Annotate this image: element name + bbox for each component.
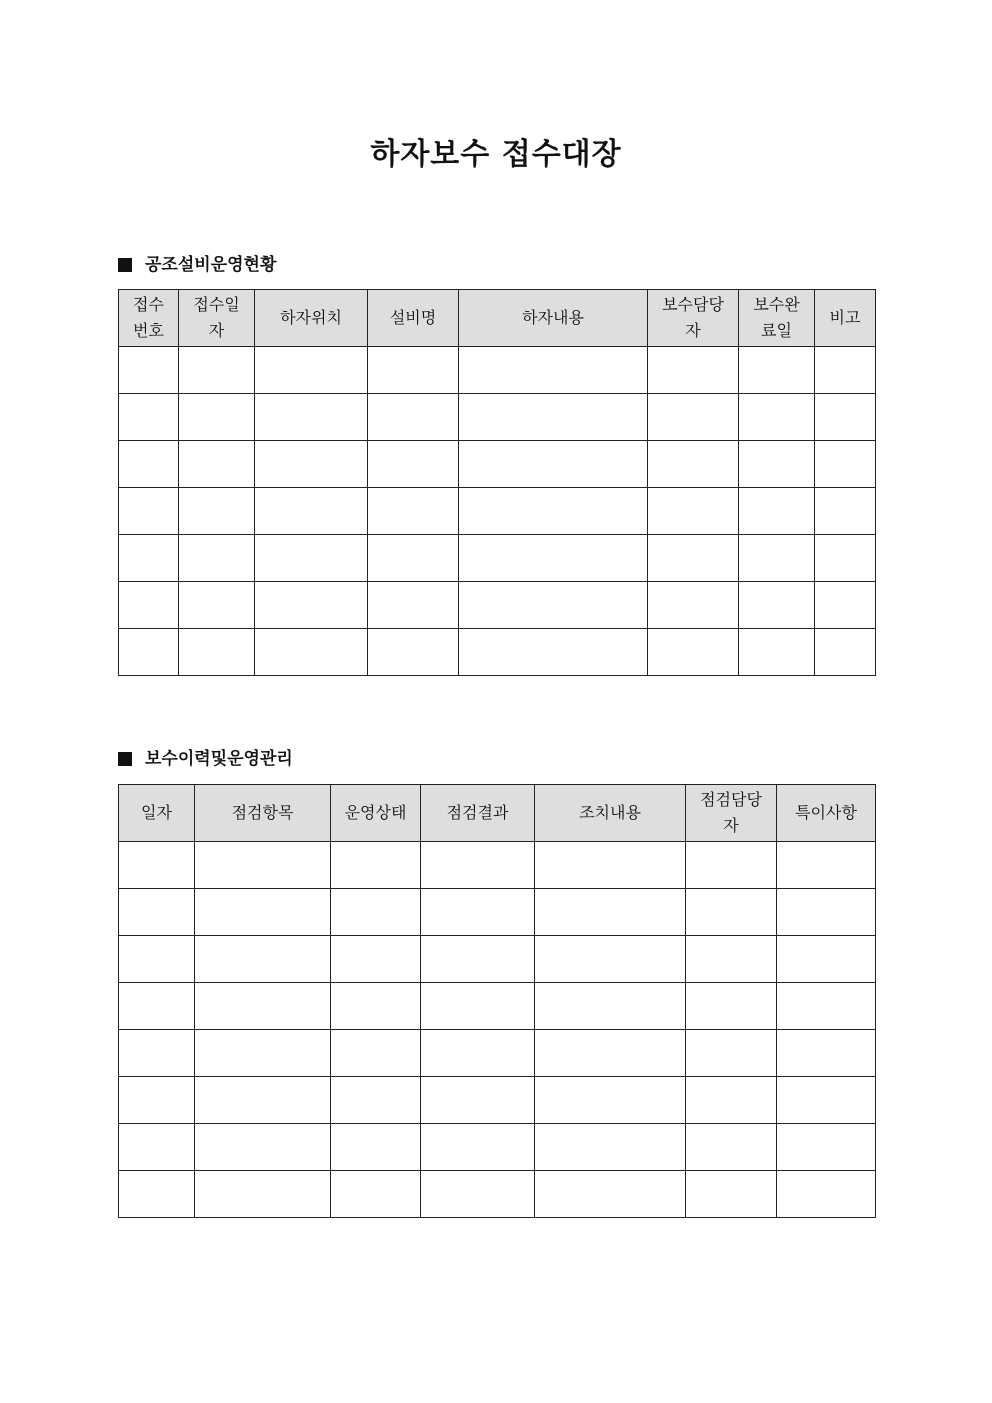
- column-header-label: 접수일 자: [193, 295, 240, 340]
- column-header-remarks: [815, 290, 876, 347]
- table-cell[interactable]: [777, 1030, 876, 1077]
- table-cell[interactable]: [195, 1077, 331, 1124]
- table-cell[interactable]: [255, 347, 368, 394]
- table-cell[interactable]: [686, 1171, 777, 1218]
- column-header-label: 운영상태: [344, 803, 407, 822]
- table-cell[interactable]: [686, 1030, 777, 1077]
- table-row: [119, 582, 876, 629]
- table-cell[interactable]: [368, 582, 459, 629]
- table-cell[interactable]: [421, 983, 535, 1030]
- table-cell[interactable]: [459, 347, 648, 394]
- table-row: [119, 441, 876, 488]
- table-cell[interactable]: [195, 1030, 331, 1077]
- table-cell[interactable]: [119, 535, 179, 582]
- table-cell[interactable]: [648, 582, 739, 629]
- table-cell[interactable]: [648, 347, 739, 394]
- table-cell[interactable]: [331, 1124, 421, 1171]
- table-cell[interactable]: [368, 629, 459, 676]
- table-cell[interactable]: [421, 1124, 535, 1171]
- column-header-operation-status: [331, 785, 421, 842]
- column-header-equipment-name: [368, 290, 459, 347]
- table-cell[interactable]: [739, 394, 815, 441]
- table-row: [119, 1077, 876, 1124]
- table-row: [119, 842, 876, 889]
- table-cell[interactable]: [119, 1171, 195, 1218]
- table-cell[interactable]: [815, 347, 876, 394]
- column-header-label: 하자위치: [280, 308, 342, 327]
- table-cell[interactable]: [815, 535, 876, 582]
- table-cell[interactable]: [686, 1077, 777, 1124]
- column-header-receipt-date: [179, 290, 255, 347]
- column-header-label: 점검담당 자: [700, 790, 762, 835]
- table-cell[interactable]: [368, 347, 459, 394]
- table-cell[interactable]: [179, 441, 255, 488]
- table-cell[interactable]: [331, 936, 421, 983]
- table-cell[interactable]: [535, 1171, 686, 1218]
- table-cell[interactable]: [255, 629, 368, 676]
- table-cell[interactable]: [686, 889, 777, 936]
- table-cell[interactable]: [331, 889, 421, 936]
- column-header-label: 점검결과: [446, 803, 509, 822]
- table-row: [119, 347, 876, 394]
- table-cell[interactable]: [739, 582, 815, 629]
- table-cell[interactable]: [686, 842, 777, 889]
- table-cell[interactable]: [331, 1171, 421, 1218]
- table-cell[interactable]: [119, 1077, 195, 1124]
- table-cell[interactable]: [777, 936, 876, 983]
- table-cell[interactable]: [739, 347, 815, 394]
- column-header-repair-manager: [648, 290, 739, 347]
- table-cell[interactable]: [815, 488, 876, 535]
- table-cell[interactable]: [255, 441, 368, 488]
- table-cell[interactable]: [421, 1077, 535, 1124]
- table-cell[interactable]: [535, 842, 686, 889]
- table-cell[interactable]: [119, 629, 179, 676]
- column-header-special-notes: [777, 785, 876, 842]
- table-cell[interactable]: [119, 983, 195, 1030]
- table-cell[interactable]: [421, 1030, 535, 1077]
- table-cell[interactable]: [119, 936, 195, 983]
- table-cell[interactable]: [119, 1030, 195, 1077]
- table-row: [119, 629, 876, 676]
- table-cell[interactable]: [535, 983, 686, 1030]
- column-header-date: [119, 785, 195, 842]
- table-cell[interactable]: [255, 394, 368, 441]
- table-cell[interactable]: [459, 394, 648, 441]
- column-header-defect-details: [459, 290, 648, 347]
- table-header-row: [119, 290, 876, 347]
- repair-history-table: [118, 784, 876, 1218]
- table-cell[interactable]: [686, 983, 777, 1030]
- table-cell[interactable]: [777, 1077, 876, 1124]
- table-row: [119, 936, 876, 983]
- table-cell[interactable]: [739, 535, 815, 582]
- table-cell[interactable]: [686, 1124, 777, 1171]
- column-header-action-taken: [535, 785, 686, 842]
- table-cell[interactable]: [459, 535, 648, 582]
- column-header-defect-location: [255, 290, 368, 347]
- table-cell[interactable]: [459, 441, 648, 488]
- column-header-label: 조치내용: [579, 803, 641, 822]
- table-row: [119, 983, 876, 1030]
- table-cell[interactable]: [368, 441, 459, 488]
- table-cell[interactable]: [195, 1171, 331, 1218]
- table-cell[interactable]: [535, 1077, 686, 1124]
- column-header-label: 접수 번호: [133, 295, 164, 340]
- table-cell[interactable]: [195, 1124, 331, 1171]
- table-cell[interactable]: [195, 889, 331, 936]
- table-cell[interactable]: [739, 441, 815, 488]
- table-cell[interactable]: [739, 488, 815, 535]
- table-cell[interactable]: [648, 441, 739, 488]
- table-cell[interactable]: [119, 582, 179, 629]
- table-cell[interactable]: [815, 582, 876, 629]
- column-header-label: 비고: [829, 308, 861, 327]
- table-cell[interactable]: [368, 488, 459, 535]
- square-bullet-icon: [118, 258, 132, 272]
- table-cell[interactable]: [421, 889, 535, 936]
- table-cell[interactable]: [421, 936, 535, 983]
- table-cell[interactable]: [777, 842, 876, 889]
- table-cell[interactable]: [686, 936, 777, 983]
- table-cell[interactable]: [331, 1030, 421, 1077]
- table-cell[interactable]: [777, 889, 876, 936]
- table-cell[interactable]: [179, 629, 255, 676]
- page-title: 하자보수 접수대장: [370, 137, 622, 172]
- column-header-receipt-number: [119, 290, 179, 347]
- table-cell[interactable]: [255, 582, 368, 629]
- table-cell[interactable]: [368, 535, 459, 582]
- table-cell[interactable]: [179, 582, 255, 629]
- square-bullet-icon: [118, 752, 132, 766]
- table-cell[interactable]: [195, 983, 331, 1030]
- facility-status-table: [118, 289, 876, 676]
- column-header-repair-completion-date: [739, 290, 815, 347]
- table-row: [119, 889, 876, 936]
- table-cell[interactable]: [331, 1077, 421, 1124]
- section-heading-repair-history: [118, 747, 293, 771]
- table-cell[interactable]: [459, 488, 648, 535]
- section-heading-label: 보수이력및운영관리: [145, 749, 293, 769]
- section-heading-label: 공조설비운영현황: [145, 255, 277, 275]
- section-heading-facility-status: [118, 253, 276, 277]
- column-header-inspection-manager: [686, 785, 777, 842]
- table-cell[interactable]: [368, 394, 459, 441]
- table-cell[interactable]: [459, 629, 648, 676]
- table-cell[interactable]: [777, 1171, 876, 1218]
- table-cell[interactable]: [739, 629, 815, 676]
- table-cell[interactable]: [179, 394, 255, 441]
- column-header-label: 일자: [141, 803, 172, 822]
- table-cell[interactable]: [119, 842, 195, 889]
- column-header-label: 하자내용: [522, 308, 584, 327]
- table-cell[interactable]: [179, 347, 255, 394]
- table-cell[interactable]: [815, 394, 876, 441]
- table-cell[interactable]: [421, 1171, 535, 1218]
- table-row: [119, 1124, 876, 1171]
- table-cell[interactable]: [179, 488, 255, 535]
- table-cell[interactable]: [331, 983, 421, 1030]
- column-header-label: 점검항목: [231, 803, 294, 822]
- column-header-inspection-item: [195, 785, 331, 842]
- table-cell[interactable]: [535, 936, 686, 983]
- column-header-label: 보수완 료일: [753, 295, 800, 340]
- table-cell[interactable]: [648, 488, 739, 535]
- table-cell[interactable]: [535, 889, 686, 936]
- table-row: [119, 488, 876, 535]
- column-header-label: 보수담당 자: [662, 295, 724, 340]
- table-cell[interactable]: [119, 347, 179, 394]
- table-cell[interactable]: [648, 629, 739, 676]
- column-header-label: 설비명: [389, 308, 437, 327]
- table-cell[interactable]: [777, 983, 876, 1030]
- table-cell[interactable]: [119, 889, 195, 936]
- table-cell[interactable]: [255, 488, 368, 535]
- table-cell[interactable]: [421, 842, 535, 889]
- table-cell[interactable]: [179, 535, 255, 582]
- table-header-row: [119, 785, 876, 842]
- column-header-inspection-result: [421, 785, 535, 842]
- table-cell[interactable]: [119, 1124, 195, 1171]
- table-cell[interactable]: [195, 842, 331, 889]
- table-cell[interactable]: [119, 488, 179, 535]
- table-row: [119, 1030, 876, 1077]
- table-row: [119, 394, 876, 441]
- table-cell[interactable]: [255, 535, 368, 582]
- table-row: [119, 535, 876, 582]
- table-cell[interactable]: [535, 1124, 686, 1171]
- table-cell[interactable]: [459, 582, 648, 629]
- column-header-label: 특이사항: [795, 803, 857, 822]
- table-cell[interactable]: [119, 394, 179, 441]
- table-cell[interactable]: [815, 441, 876, 488]
- table-cell[interactable]: [535, 1030, 686, 1077]
- table-cell[interactable]: [815, 629, 876, 676]
- table-cell[interactable]: [648, 394, 739, 441]
- table-cell[interactable]: [331, 842, 421, 889]
- table-cell[interactable]: [195, 936, 331, 983]
- table-cell[interactable]: [648, 535, 739, 582]
- table-cell[interactable]: [777, 1124, 876, 1171]
- table-cell[interactable]: [119, 441, 179, 488]
- table-row: [119, 1171, 876, 1218]
